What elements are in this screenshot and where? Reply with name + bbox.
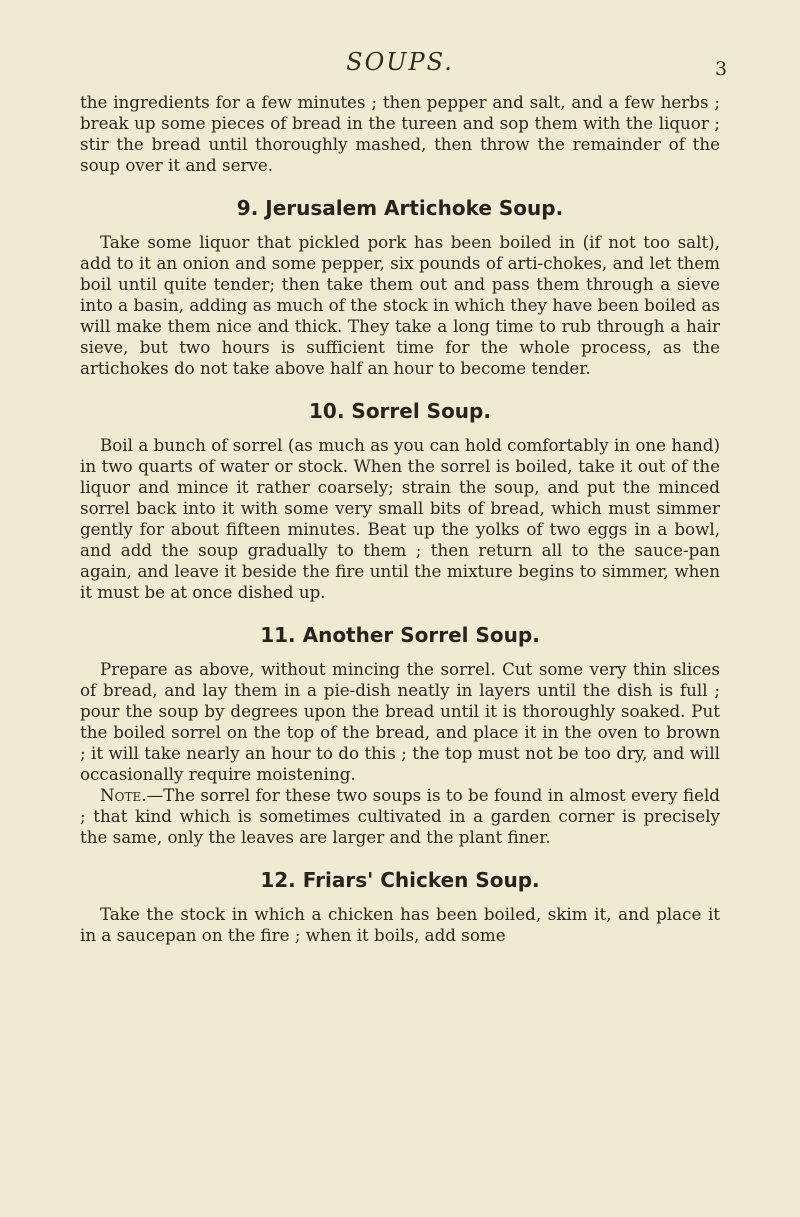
recipe-9 [80,195,720,379]
note-label: Note. [100,785,147,805]
page-number: 3 [715,58,728,80]
page-body [80,92,720,946]
recipe-text: Take the stock in which a chicken has been boiled, skim it, and place it in a saucepan on the fire ; when it boils, add some [80,904,720,945]
intro-paragraph: the ingredients for a few minutes ; then pepper and salt, and a few herbs ; break up some pieces of bread in the tureen and sop them with the liquor ; stir the bread until thoroughly mashed, then throw the remainder of the soup over it and serve. [80,92,720,175]
recipe-heading: 11. Another Sorrel Soup. [260,623,540,647]
recipe-heading: 9. Jerusalem Artichoke Soup. [236,196,564,220]
recipe-heading: 12. Friars' Chicken Soup. [260,868,540,892]
note-paragraph [80,785,720,848]
running-head: SOUPS. [346,48,454,76]
recipe-text: Boil a bunch of sorrel (as much as you can hold comfortably in one hand) in two quarts of water or stock. When the sorrel is boiled, take it out of the liquor and mince it rather coarsely; strain the soup, and put the minced sorrel back into it with some very small bits of bread, which must simmer gently for about fifteen minutes. Beat up the yolks of two eggs in a bowl, and add the soup gradually to them ; then return all to the sauce-pan again, and leave it beside the fire until the mixture begins to simmer, when it must be at once dished up. [80,435,720,602]
recipe-text: Prepare as above, without mincing the sorrel. Cut some very thin slices of bread, and lay them in a pie-dish neatly in layers until the dish is full ; pour the soup by degrees upon the bread until it is thoroughly soaked. Put the boiled sorrel on the top of the bread, and place it in the oven to brown ; it will take nearly an hour to do this ; the top must not be too dry, and will occasionally require moistening. [80,659,720,784]
recipe-12 [80,867,720,946]
recipe-11 [80,622,720,848]
recipe-10 [80,398,720,603]
recipe-heading: 10. Sorrel Soup. [309,399,491,423]
recipe-text: Take some liquor that pickled pork has been boiled in (if not too salt), add to it an onion and some pepper, six pounds of arti-chokes, and let them boil until quite tender; then take them out and pass them through a sieve into a basin, adding as much of the stock in which they have been boiled as will make them nice and thick. They take a long time to rub through a hair sieve, but two hours is sufficient time for the whole process, as the artichokes do not take above half an hour to become tender. [80,232,720,378]
note-text: —The sorrel for these two soups is to be found in almost every field ; that kind which is sometimes cultivated in a garden corner is precisely the same, only the leaves are larger and the plant finer. [80,785,720,847]
